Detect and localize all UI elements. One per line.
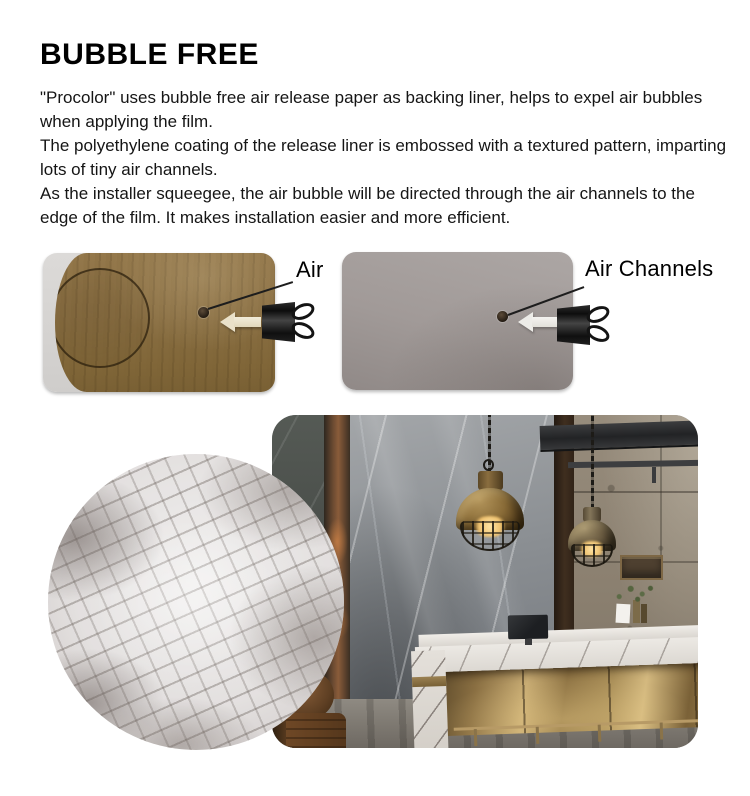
binder-clip-icon [557,305,619,345]
steel-beam [540,420,698,452]
arrow-left-icon [518,312,559,332]
desk-brass-strip [412,676,446,687]
film-texture-shading [48,454,344,750]
reception-desk [410,601,698,748]
rail-post [474,729,478,746]
air-channel-dot [497,311,508,322]
rail-post [536,727,540,744]
page-title: BUBBLE FREE [40,38,259,71]
rail-post [660,722,664,739]
arrow-shaft [234,317,261,327]
arrow-shaft [532,317,559,327]
description-paragraph: The polyethylene coating of the release liner is embossed with a textured pattern, imparting lots of tiny air channels. [40,136,727,179]
desk-plant [610,581,656,607]
desk-marble-end [411,650,449,748]
arrow-left-icon [220,312,261,332]
description-paragraph: "Procolor" uses bubble free air release paper as backing liner, helps to expel air bubbles when applying the film. [40,88,703,131]
clip-body [262,302,295,342]
lamp-hook [483,459,494,471]
clip-body [557,305,590,345]
air-label: Air [296,257,324,282]
description-paragraph: As the installer squeegee, the air bubble will be directed through the air channels to the edge of the film. It makes installation easier and more efficient. [40,184,695,227]
liner-cutout-circle [55,268,150,368]
arrow-head [220,312,235,332]
arrow-head [518,312,533,332]
pipe-stub [652,467,656,483]
desk-monitor [508,615,548,640]
monitor-stand [525,639,532,645]
binder-clip-icon [262,302,324,342]
lamp-chain [591,415,594,509]
film-texture-detail-circle [48,454,344,750]
description-text [40,86,732,230]
air-channels-label: Air Channels [585,256,714,281]
wall-plaque [620,555,663,580]
rail-post [598,725,602,742]
